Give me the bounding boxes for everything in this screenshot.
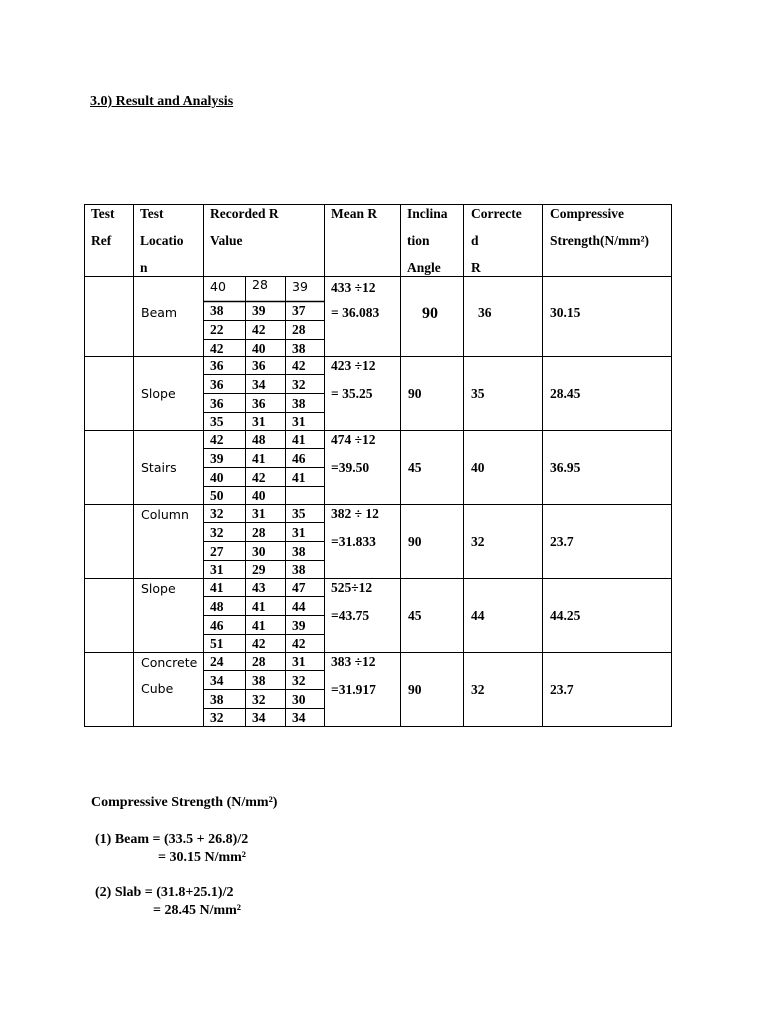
reading-cell: 31: [252, 506, 266, 521]
reading-cell: 42: [292, 636, 306, 651]
reading-cell: 39: [210, 451, 224, 466]
mean-cell: 525÷12: [331, 580, 373, 595]
reading-cell: 48: [210, 599, 224, 614]
reading-cell: 35: [210, 414, 224, 429]
reading-cell: 32: [292, 377, 306, 392]
reading-cell: 42: [252, 636, 266, 651]
reading-cell: 42: [210, 341, 224, 356]
calculation-result: = 28.45 N/mm²: [153, 903, 241, 918]
header-recorded-2: Value: [210, 233, 243, 248]
strength-cell: 28.45: [550, 386, 581, 401]
mean-cell: 474 ÷12: [331, 432, 376, 447]
reading-cell: 31: [292, 654, 306, 669]
corrected-cell: 32: [471, 682, 485, 697]
reading-cell: 37: [292, 303, 306, 318]
reading-cell: 38: [292, 562, 306, 577]
header-test-ref-2: Ref: [91, 233, 112, 248]
mean-cell: 423 ÷12: [331, 358, 376, 373]
calculation-result: = 30.15 N/mm²: [158, 850, 246, 865]
reading-cell: 32: [210, 506, 224, 521]
reading-cell: 34: [252, 710, 266, 725]
reading-cell: 42: [252, 470, 266, 485]
reading-cell: 38: [252, 673, 266, 688]
section-heading: 3.0) Result and Analysis: [90, 94, 234, 109]
reading-cell: 46: [210, 618, 224, 633]
reading-cell: 30: [292, 692, 306, 707]
reading-cell: 40: [252, 488, 266, 503]
reading-cell: 41: [292, 432, 306, 447]
header-mean-r: Mean R: [331, 206, 378, 221]
reading-cell: 38: [292, 544, 306, 559]
reading-cell: 40: [210, 470, 224, 485]
reading-cell: 32: [292, 673, 306, 688]
reading-cell: 51: [210, 636, 224, 651]
reading-cell: 31: [292, 414, 306, 429]
header-inclination-2: tion: [407, 233, 430, 248]
corrected-cell: 35: [471, 386, 485, 401]
corrected-cell: 32: [471, 534, 485, 549]
location-label: Cube: [141, 681, 174, 696]
reading-cell: 36: [210, 396, 224, 411]
reading-cell: 42: [292, 358, 306, 373]
location-label: Beam: [141, 305, 178, 320]
header-inclination-1: Inclina: [407, 206, 448, 221]
header-compressive-1: Compressive: [550, 206, 624, 221]
calculations-title: Compressive Strength (N/mm²): [91, 795, 278, 810]
reading-cell: 44: [292, 599, 306, 614]
reading-cell: 36: [210, 358, 224, 373]
reading-cell: 28: [292, 322, 306, 337]
reading-cell: 36: [210, 377, 224, 392]
mean-cell: 433 ÷12: [331, 280, 376, 295]
header-inclination-3: Angle: [407, 260, 441, 275]
calculation-line: (1) Beam = (33.5 + 26.8)/2: [95, 832, 249, 847]
reading-cell: 36: [252, 396, 266, 411]
reading-cell: 32: [210, 710, 224, 725]
strength-cell: 30.15: [550, 305, 581, 320]
angle-cell: 90: [422, 305, 438, 322]
reading-cell: 47: [292, 580, 306, 595]
reading-cell: 41: [292, 470, 306, 485]
header-location-3: n: [140, 260, 148, 275]
reading-cell: 38: [210, 692, 224, 707]
location-label: Column: [141, 507, 189, 522]
reading-cell: 38: [292, 396, 306, 411]
strength-cell: 36.95: [550, 460, 581, 475]
reading-cell: 40: [252, 341, 266, 356]
header-recorded-1: Recorded R: [210, 206, 279, 221]
header-corrected-1: Correcte: [471, 206, 522, 221]
mean-cell: =39.50: [331, 460, 370, 475]
angle-cell: 90: [408, 534, 422, 549]
reading-cell: 32: [210, 525, 224, 540]
reading-cell: 24: [210, 654, 224, 669]
header-corrected-3: R: [471, 260, 481, 275]
reading-cell: 34: [292, 710, 306, 725]
reading-cell: 32: [252, 692, 266, 707]
header-test-ref-1: Test: [91, 206, 115, 221]
reading-cell: 28: [252, 525, 266, 540]
reading-cell: 42: [252, 322, 266, 337]
strength-cell: 44.25: [550, 608, 581, 623]
reading-cell: 40: [210, 279, 226, 294]
reading-cell: 28: [252, 277, 268, 292]
reading-cell: 39: [292, 618, 306, 633]
reading-cell: 38: [210, 303, 224, 318]
reading-cell: 41: [252, 599, 266, 614]
reading-cell: 34: [210, 673, 224, 688]
reading-cell: 30: [252, 544, 266, 559]
mean-cell: = 35.25: [331, 386, 373, 401]
mean-cell: 383 ÷12: [331, 654, 376, 669]
reading-cell: 41: [210, 580, 224, 595]
reading-cell: 39: [252, 303, 266, 318]
mean-cell: =31.917: [331, 682, 376, 697]
reading-cell: 48: [252, 432, 266, 447]
location-label: Slope: [141, 386, 176, 401]
reading-cell: 31: [210, 562, 224, 577]
reading-cell: 29: [252, 562, 266, 577]
mean-cell: 382 ÷ 12: [331, 506, 379, 521]
angle-cell: 90: [408, 386, 422, 401]
header-location-1: Test: [140, 206, 164, 221]
header-location-2: Locatio: [140, 233, 184, 248]
corrected-cell: 40: [471, 460, 485, 475]
location-label: Stairs: [141, 460, 177, 475]
reading-cell: 41: [252, 451, 266, 466]
reading-cell: 42: [210, 432, 224, 447]
reading-cell: 22: [210, 322, 224, 337]
reading-cell: 41: [252, 618, 266, 633]
calculation-line: (2) Slab = (31.8+25.1)/2: [95, 885, 234, 900]
strength-cell: 23.7: [550, 534, 574, 549]
angle-cell: 45: [408, 608, 422, 623]
strength-cell: 23.7: [550, 682, 574, 697]
location-label: Slope: [141, 581, 176, 596]
reading-cell: 50: [210, 488, 224, 503]
reading-cell: 46: [292, 451, 306, 466]
corrected-cell: 36: [478, 305, 492, 320]
header-compressive-2: Strength(N/mm²): [550, 233, 650, 248]
reading-cell: 31: [252, 414, 266, 429]
corrected-cell: 44: [471, 608, 485, 623]
reading-cell: 35: [292, 506, 306, 521]
header-corrected-2: d: [471, 233, 479, 248]
angle-cell: 90: [408, 682, 422, 697]
angle-cell: 45: [408, 460, 422, 475]
reading-cell: 43: [252, 580, 266, 595]
reading-cell: 28: [252, 654, 266, 669]
reading-cell: 31: [292, 525, 306, 540]
reading-cell: 38: [292, 341, 306, 356]
mean-cell: =31.833: [331, 534, 376, 549]
reading-cell: 34: [252, 377, 266, 392]
mean-cell: =43.75: [331, 608, 370, 623]
reading-cell: 39: [292, 279, 308, 294]
mean-cell: = 36.083: [331, 305, 380, 320]
location-label: Concrete: [141, 655, 198, 670]
reading-cell: 27: [210, 544, 224, 559]
reading-cell: 36: [252, 358, 266, 373]
